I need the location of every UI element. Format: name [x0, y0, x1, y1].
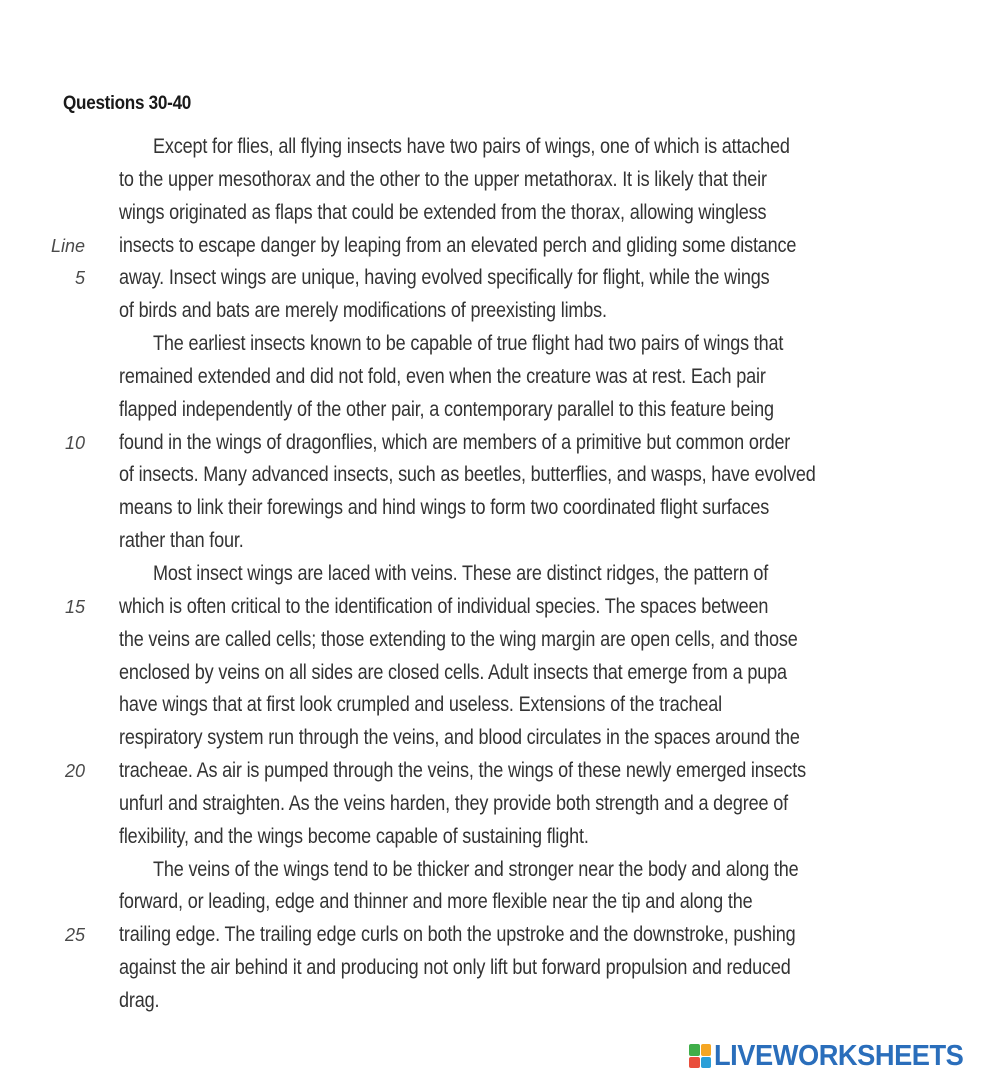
line-text: Except for flies, all flying insects have two pairs of wings, one of which is attached — [153, 135, 790, 158]
logo-square-4 — [701, 1057, 712, 1069]
passage-line — [0, 394, 999, 427]
line-text: remained extended and did not fold, even when the creature was at rest. Each pair — [119, 364, 766, 388]
passage-line — [0, 492, 999, 525]
line-text: flexibility, and the wings become capable of sustaining flight. — [119, 824, 589, 848]
passage-line — [0, 361, 999, 394]
line-text: to the upper mesothorax and the other to the upper metathorax. It is likely that their — [119, 167, 767, 191]
liveworksheets-logo-icon — [689, 1044, 711, 1068]
brand-name: LIVEWORKSHEETS — [714, 1039, 964, 1072]
passage-line — [0, 821, 999, 854]
line-text: found in the wings of dragonflies, which are members of a primitive but common order — [119, 430, 791, 454]
passage-line — [0, 230, 999, 263]
line-text: trailing edge. The trailing edge curls on both the upstroke and the downstroke, pushing — [119, 923, 796, 947]
passage-line — [0, 164, 999, 197]
passage-line — [0, 722, 999, 755]
line-text: Most insect wings are laced with veins. These are distinct ridges, the pattern of — [153, 561, 769, 585]
line-text: forward, or leading, edge and thinner and more flexible near the tip and along the — [119, 890, 753, 914]
line-text: the veins are called cells; those extending to the wing margin are open cells, and those — [119, 627, 798, 651]
line-text: insects to escape danger by leaping from an elevated perch and gliding some distance — [119, 233, 797, 257]
passage-line — [0, 919, 999, 952]
passage-line — [0, 262, 999, 295]
passage-line — [0, 886, 999, 919]
line-text: enclosed by veins on all sides are closed cells. Adult insects that emerge from a pupa — [119, 660, 787, 684]
line-number: Line — [50, 235, 85, 256]
passage-line — [0, 755, 999, 788]
line-text: away. Insect wings are unique, having evolved specifically for flight, while the wings — [119, 266, 770, 290]
questions-heading: Questions 30-40 — [63, 93, 192, 114]
line-text: flapped independently of the other pair, a contemporary parallel to this feature being — [119, 397, 774, 421]
passage-line — [0, 689, 999, 722]
passage-line — [0, 328, 999, 361]
logo-square-1 — [689, 1044, 700, 1056]
passage-line — [0, 591, 999, 624]
passage-line — [0, 985, 999, 1018]
line-text: The veins of the wings tend to be thicker and stronger near the body and along the — [153, 857, 799, 881]
passage-line — [0, 459, 999, 492]
line-text: of birds and bats are merely modifications of preexisting limbs. — [119, 299, 607, 323]
logo-square-3 — [689, 1057, 700, 1069]
passage-line — [0, 427, 999, 460]
passage-line — [0, 952, 999, 985]
line-text: tracheae. As air is pumped through the veins, the wings of these newly emerged insects — [119, 759, 806, 783]
line-text: which is often critical to the identification of individual species. The spaces between — [119, 594, 769, 618]
line-number: 20 — [64, 761, 85, 782]
line-text: The earliest insects known to be capable of true flight had two pairs of wings that — [153, 332, 784, 356]
line-text: against the air behind it and producing not only lift but forward propulsion and reduced — [119, 956, 791, 980]
passage-line — [0, 624, 999, 657]
passage-line — [0, 295, 999, 328]
line-text: drag. — [119, 988, 160, 1012]
passage-line — [0, 657, 999, 690]
passage-line — [0, 558, 999, 591]
passage-line — [0, 788, 999, 821]
line-text: wings originated as flaps that could be extended from the thorax, allowing wingless — [119, 200, 767, 224]
line-text: respiratory system run through the veins, and blood circulates in the spaces around the — [119, 726, 800, 750]
line-text: of insects. Many advanced insects, such as beetles, butterflies, and wasps, have evolved — [119, 463, 816, 487]
passage-line — [0, 854, 999, 887]
reading-passage — [0, 131, 999, 1018]
line-text: unfurl and straighten. As the veins harden, they provide both strength and a degree of — [119, 791, 788, 815]
logo-square-2 — [701, 1044, 712, 1056]
passage-line — [0, 525, 999, 558]
line-number: 15 — [64, 596, 85, 617]
line-number: 10 — [64, 432, 85, 453]
line-text: have wings that at first look crumpled and useless. Extensions of the tracheal — [119, 693, 722, 717]
liveworksheets-brand — [689, 1040, 979, 1072]
passage-line — [0, 197, 999, 230]
line-text: rather than four. — [119, 529, 244, 553]
line-number: 5 — [74, 268, 85, 289]
line-text: means to link their forewings and hind wings to form two coordinated flight surfaces — [119, 496, 770, 520]
line-number: 25 — [64, 925, 85, 946]
passage-line — [0, 131, 999, 164]
